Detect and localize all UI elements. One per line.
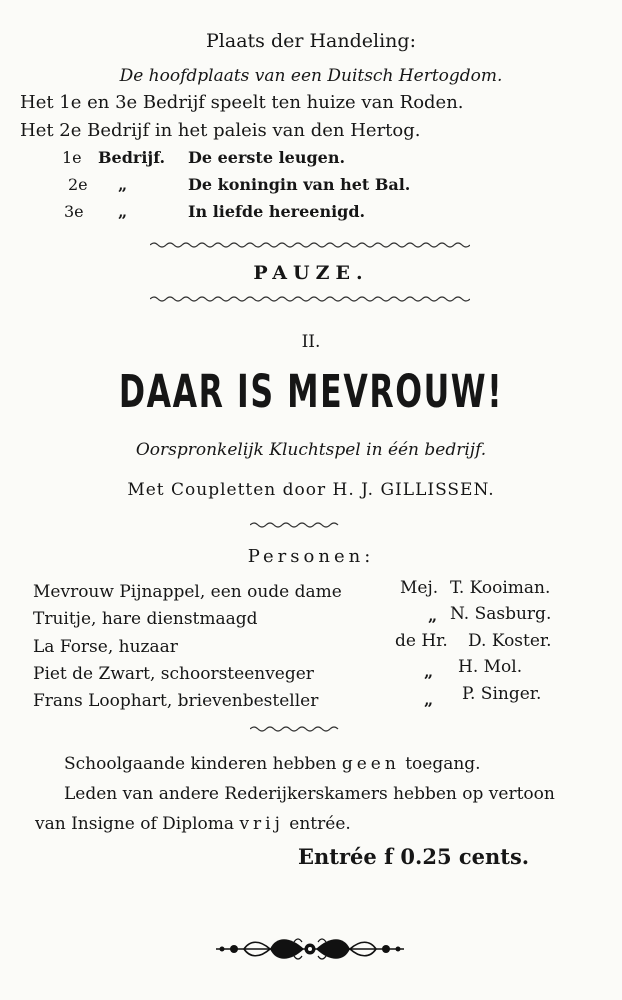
act-3-num: 3e [64, 202, 84, 221]
cast-actor-1: T. Kooiman. [450, 578, 551, 598]
act-1-label: Bedrijf. [98, 148, 166, 167]
cast-heading: Personen: [247, 546, 375, 567]
setting-act1-3: Het 1e en 3e Bedrijf speelt ten huize van Roden. [20, 92, 464, 113]
setting-act2: Het 2e Bedrijf in het paleis van den Hertog. [20, 120, 421, 141]
notice-insigne [35, 814, 351, 834]
cast-prefix-1: Mej. [400, 578, 439, 598]
setting-heading: Plaats der Handeling: [206, 30, 416, 52]
cast-actor-3: D. Koster. [468, 631, 552, 651]
cast-role-3: La Forse, huzaar [33, 637, 178, 657]
cast-role-4: Piet de Zwart, schoorsteenveger [33, 664, 314, 684]
act-3-ditto: „ [118, 202, 128, 221]
notice-insigne-pre: van Insigne of Diploma [35, 814, 235, 834]
cast-actor-5: P. Singer. [462, 684, 542, 704]
part-number: II. [301, 332, 321, 352]
short-wavy-divider-2 [250, 724, 340, 734]
couplets-credit: Met Coupletten door H. J. GILLISSEN. [127, 480, 495, 500]
cast-prefix-2: „ [428, 606, 438, 625]
notice-children [64, 754, 481, 774]
entry-price: Entrée f 0.25 cents. [298, 844, 530, 869]
act-2-ditto: „ [118, 175, 128, 194]
act-2-title: De koningin van het Bal. [188, 175, 411, 194]
cast-role-1: Mevrouw Pijnappel, een oude dame [33, 582, 342, 602]
act-2-num: 2e [68, 175, 88, 194]
wavy-divider-2 [150, 294, 470, 304]
setting-location: De hoofdplaats van een Duitsch Hertogdom. [119, 66, 503, 86]
ornament-flourish-icon [210, 932, 410, 966]
act-1-num: 1e [62, 148, 82, 167]
act-3-title: In liefde hereenigd. [188, 202, 366, 221]
cast-role-5: Frans Loophart, brievenbesteller [33, 691, 319, 711]
notice-members: Leden van andere Rederijkerskamers hebben op vertoon [64, 784, 555, 804]
intermission: PAUZE. [253, 262, 369, 284]
cast-actor-2: N. Sasburg. [450, 604, 552, 624]
notice-children-post: toegang. [405, 754, 481, 774]
notice-children-emph: geen [341, 754, 400, 774]
play-subtitle: Oorspronkelijk Kluchtspel in één bedrijf. [135, 440, 487, 460]
cast-prefix-5: „ [424, 690, 434, 709]
cast-prefix-4: „ [424, 662, 434, 681]
cast-prefix-3: de Hr. [395, 631, 448, 651]
wavy-divider-1 [150, 240, 470, 250]
cast-actor-4: H. Mol. [458, 657, 523, 677]
play-title: DAAR IS MEVROUW! [118, 365, 504, 418]
notice-insigne-emph: vrij [239, 814, 284, 834]
short-wavy-divider [250, 520, 340, 530]
notice-insigne-post: entrée. [289, 814, 351, 834]
notice-children-pre: Schoolgaande kinderen hebben [64, 754, 337, 774]
cast-role-2: Truitje, hare dienstmaagd [33, 609, 258, 629]
act-1-title: De eerste leugen. [188, 148, 346, 167]
